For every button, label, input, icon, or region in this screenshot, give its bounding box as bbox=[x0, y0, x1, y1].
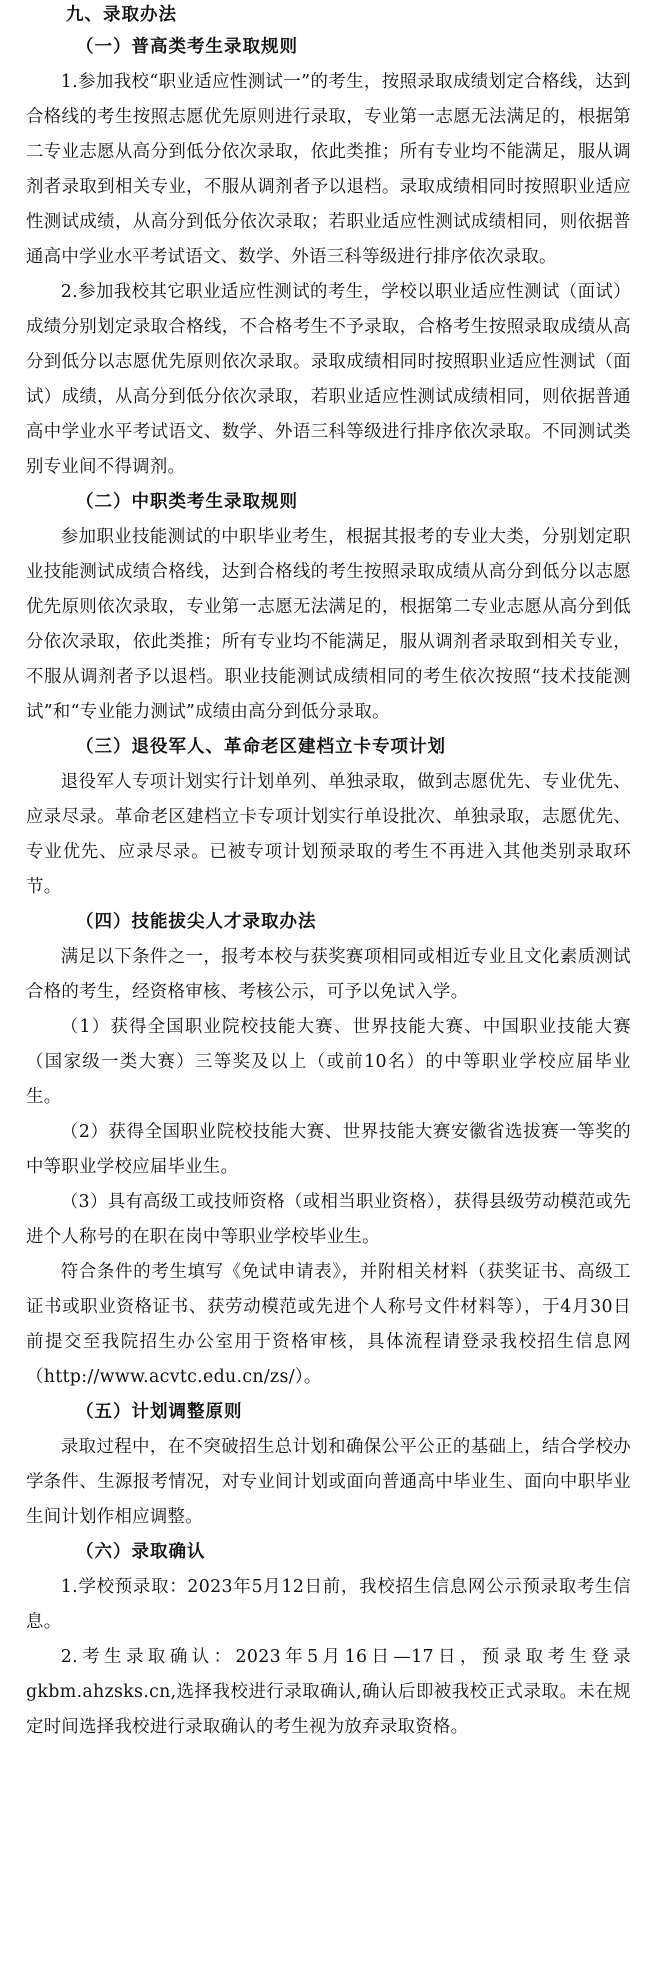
section-title: 九、录取办法 bbox=[66, 5, 177, 25]
paragraph-4-5: 符合条件的考生填写《免试申请表》，并附相关材料（获奖证书、高级工证书或职业资格证书、获劳动模范或先进个人称号文件材料等），于4月30日前提交至我院招生办公室用于资格审核，具体流程请登录我校招生信息网（http://www.acvtc.edu.cn/zs/）。 bbox=[26, 1262, 631, 1387]
paragraph-1-1: 1.参加我校“职业适应性测试一”的考生，按照录取成绩划定合格线，达到合格线的考生按照志愿优先原则进行录取，专业第一志愿无法满足的，根据第二专业志愿从高分到低分依次录取，依此类推；所有专业均不能满足，服从调剂者录取到相关专业，不服从调剂者予以退档。录取成绩相同时按照职业适应性测试成绩，从高分到低分依次录取；若职业适应性测试成绩相同，则依据普通高中学业水平考试语文、数学、外语三科等级进行排序依次录取。 bbox=[26, 72, 631, 267]
paragraph-6-2: 2.考生录取确认：2023年5月16日—17日，预录取考生登录gkbm.ahzsks.cn,选择我校进行录取确认,确认后即被我校正式录取。未在规定时间选择我校进行录取确认的考生视为放弃录取资格。 bbox=[26, 1647, 631, 1737]
subsection-heading-1: （一）普高类考生录取规则 bbox=[76, 37, 298, 57]
paragraph-6-1: 1.学校预录取：2023年5月12日前，我校招生信息网公示预录取考生信息。 bbox=[26, 1577, 631, 1632]
paragraph-4-4: （3）具有高级工或技师资格（或相当职业资格），获得县级劳动模范或先进个人称号的在职在岗中等职业学校毕业生。 bbox=[26, 1192, 631, 1247]
paragraph-4-2: （1）获得全国职业院校技能大赛、世界技能大赛、中国职业技能大赛（国家级一类大赛）三等奖及以上（或前10名）的中等职业学校应届毕业生。 bbox=[26, 1017, 631, 1107]
subsection-heading-4: （四）技能拔尖人才录取办法 bbox=[76, 912, 317, 932]
paragraph-5-1: 录取过程中，在不突破招生总计划和确保公平公正的基础上，结合学校办学条件、生源报考情况，对专业间计划或面向普通高中毕业生、面向中职毕业生间计划作相应调整。 bbox=[26, 1437, 631, 1527]
paragraph-2-1: 参加职业技能测试的中职毕业考生，根据其报考的专业大类，分别划定职业技能测试成绩合格线，达到合格线的考生按照录取成绩从高分到低分以志愿优先原则依次录取，专业第一志愿无法满足的，根据第二专业志愿从高分到低分依次录取，依此类推；所有专业均不能满足，服从调剂者录取到相关专业，不服从调剂者予以退档。职业技能测试成绩相同的考生依次按照“技术技能测试”和“专业能力测试”成绩由高分到低分录取。 bbox=[26, 527, 631, 722]
paragraph-4-1: 满足以下条件之一，报考本校与获奖赛项相同或相近专业且文化素质测试合格的考生，经资格审核、考核公示，可予以免试入学。 bbox=[26, 947, 631, 1002]
subsection-heading-6: （六）录取确认 bbox=[76, 1542, 206, 1562]
paragraph-1-2: 2.参加我校其它职业适应性测试的考生，学校以职业适应性测试（面试）成绩分别划定录取合格线，不合格考生不予录取，合格考生按照录取成绩从高分到低分以志愿优先原则依次录取。录取成绩相同时按照职业适应性测试（面试）成绩，从高分到低分依次录取，若职业适应性测试成绩相同，则依据普通高中学业水平考试语文、数学、外语三科等级进行排序依次录取。不同测试类别专业间不得调剂。 bbox=[26, 282, 631, 477]
subsection-heading-5: （五）计划调整原则 bbox=[76, 1402, 243, 1422]
subsection-heading-2: （二）中职类考生录取规则 bbox=[76, 492, 298, 512]
paragraph-4-3: （2）获得全国职业院校技能大赛、世界技能大赛安徽省选拔赛一等奖的中等职业学校应届毕业生。 bbox=[26, 1122, 631, 1177]
subsection-heading-3: （三）退役军人、革命老区建档立卡专项计划 bbox=[76, 737, 446, 757]
paragraph-3-1: 退役军人专项计划实行计划单列、单独录取，做到志愿优先、专业优先、应录尽录。革命老区建档立卡专项计划实行单设批次、单独录取，志愿优先、专业优先、应录尽录。已被专项计划预录取的考生不再进入其他类别录取环节。 bbox=[26, 772, 631, 897]
